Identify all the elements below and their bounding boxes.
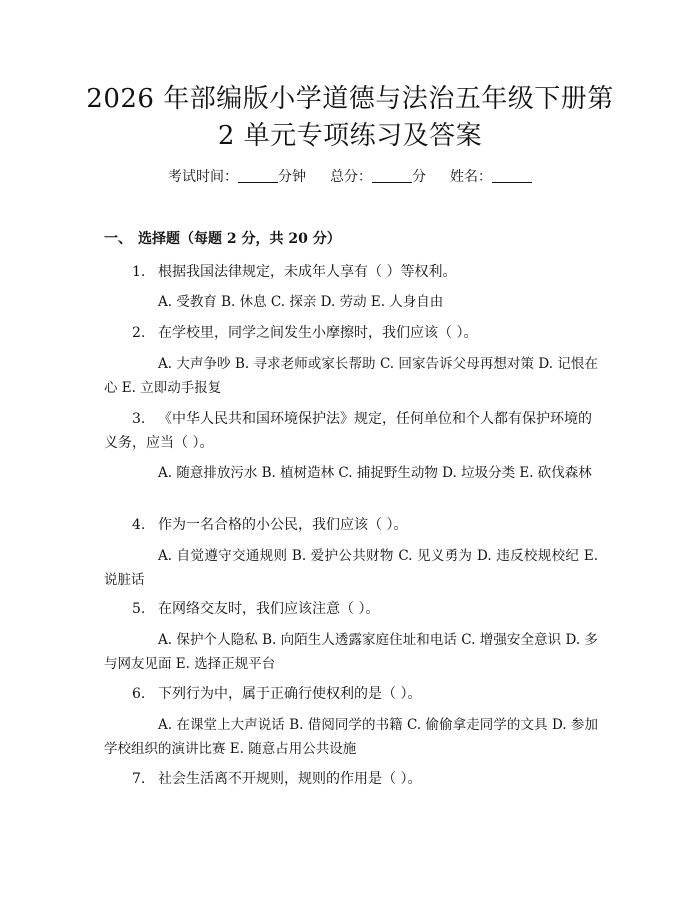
score-unit: 分 xyxy=(412,169,426,185)
question-number: 5. xyxy=(132,601,146,617)
question-3-options: A. 随意排放污水 B. 植树造林 C. 捕捉野生动物 D. 垃圾分类 E. 砍伐森林 xyxy=(158,465,592,481)
question-2-options: A. 大声争吵 B. 寻求老师或家长帮助 C. 回家告诉父母再想对策 D. 记恨在心 E. 立即动手报复 xyxy=(104,356,598,396)
question-number: 1. xyxy=(132,264,146,280)
question-number: 4. xyxy=(132,517,146,533)
question-5 xyxy=(104,597,598,621)
score-label: 总分： xyxy=(330,169,372,185)
question-1 xyxy=(104,260,598,284)
question-text: 作为一名合格的小公民，我们应该（ ）。 xyxy=(158,517,408,533)
question-text: 下列行为中，属于正确行使权利的是（ ）。 xyxy=(158,686,422,702)
time-blank xyxy=(238,168,278,183)
name-blank xyxy=(492,168,532,183)
document-title-line-1: 2026 年部编版小学道德与法治五年级下册第 xyxy=(86,84,614,114)
question-text: 根据我国法律规定，未成年人享有（ ）等权利。 xyxy=(158,264,457,280)
question-3 xyxy=(104,407,598,455)
question-4 xyxy=(104,513,598,537)
score-blank xyxy=(372,168,412,183)
question-text: 《中华人民共和国环境保护法》规定，任何单位和个人都有保护环境的义务，应当（ ）。 xyxy=(104,411,592,451)
question-number: 3. xyxy=(132,411,146,427)
question-1-options: A. 受教育 B. 休息 C. 探亲 D. 劳动 E. 人身自由 xyxy=(158,294,444,310)
section-heading xyxy=(104,228,341,250)
time-unit: 分钟 xyxy=(278,169,306,185)
question-2 xyxy=(104,321,598,345)
name-label: 姓名： xyxy=(450,169,492,185)
question-text: 在学校里，同学之间发生小摩擦时，我们应该（ ）。 xyxy=(158,325,478,341)
question-number: 6. xyxy=(132,686,146,702)
section-number: 一、 xyxy=(104,231,132,247)
question-7 xyxy=(104,767,598,791)
question-number: 2. xyxy=(132,325,146,341)
section-title: 选择题（每题 2 分，共 20 分） xyxy=(138,231,341,247)
question-6 xyxy=(104,682,598,706)
exam-meta xyxy=(0,166,700,188)
question-6-options: A. 在课堂上大声说话 B. 借阅同学的书籍 C. 偷偷拿走同学的文具 D. 参加学校组织的演讲比赛 E. 随意占用公共设施 xyxy=(104,717,598,757)
question-text: 社会生活离不开规则，规则的作用是（ ）。 xyxy=(158,771,422,787)
question-text: 在网络交友时，我们应该注意（ ）。 xyxy=(158,601,380,617)
document-title-line-2: 2 单元专项练习及答案 xyxy=(217,121,483,151)
time-label: 考试时间： xyxy=(168,169,238,185)
question-number: 7. xyxy=(132,771,146,787)
question-4-options: A. 自觉遵守交通规则 B. 爱护公共财物 C. 见义勇为 D. 违反校规校纪 E. 说脏话 xyxy=(104,548,598,588)
question-5-options: A. 保护个人隐私 B. 向陌生人透露家庭住址和电话 C. 增强安全意识 D. 多与网友见面 E. 选择正规平台 xyxy=(104,632,598,672)
